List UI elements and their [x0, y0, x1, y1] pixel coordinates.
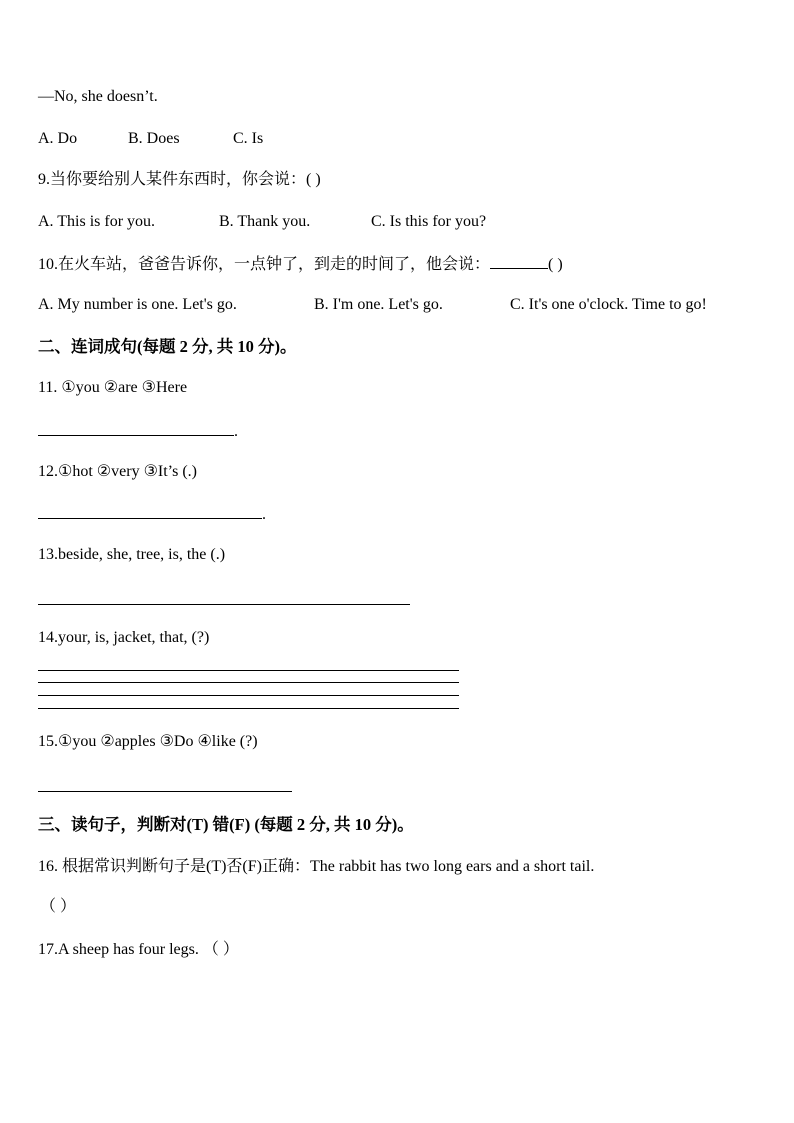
- question-11-answer-line[interactable]: [38, 421, 238, 442]
- option-c: C. Is this for you?: [371, 213, 487, 230]
- question-14: 14.your, is, jacket, that, (?): [38, 629, 210, 646]
- question-15-answer-line[interactable]: [38, 791, 292, 792]
- question-17: 17.A sheep has four legs. （ ）: [38, 941, 239, 958]
- question-10-text: 10.在火车站，爸爸告诉你，一点钟了，到走的时间了，他会说：: [38, 256, 491, 273]
- option-c: C. It's one o'clock. Time to go!: [510, 296, 707, 313]
- question-13-answer-line[interactable]: [38, 604, 410, 605]
- question-14-answer-line-4[interactable]: [38, 708, 459, 709]
- option-b: B. Thank you.: [219, 213, 311, 230]
- section-2-title: 二、连词成句(每题 2 分, 共 10 分)。: [38, 337, 297, 356]
- answer-blank[interactable]: [38, 504, 262, 519]
- option-b: B. I'm one. Let's go.: [314, 296, 443, 313]
- answer-parentheses: ( ): [548, 256, 563, 273]
- answer-blank[interactable]: [38, 421, 234, 436]
- question-13: 13.beside, she, tree, is, the (.): [38, 546, 226, 563]
- question-9-options: [38, 212, 486, 232]
- question-12-answer-line[interactable]: [38, 504, 266, 525]
- option-c: C. Is: [233, 130, 264, 147]
- question-12: 12.①hot ②very ③It’s (.): [38, 463, 198, 480]
- option-b: B. Does: [128, 130, 180, 147]
- question-9-stem: 9.当你要给别人某件东西时，你会说：( ): [38, 171, 321, 188]
- question-16: 16. 根据常识判断句子是(T)否(F)正确：The rabbit has two long ears and a short tail.: [38, 858, 595, 875]
- question-8-answer-line: —No, she doesn’t.: [38, 88, 158, 105]
- question-15: 15.①you ②apples ③Do ④like (?): [38, 733, 258, 750]
- option-a: A. My number is one. Let's go.: [38, 296, 237, 313]
- question-10-options: [38, 295, 707, 315]
- period: .: [262, 506, 266, 523]
- question-10-stem: [38, 254, 563, 275]
- question-11: 11. ①you ②are ③Here: [38, 379, 188, 396]
- question-16-answer-parentheses[interactable]: （ ）: [40, 898, 77, 915]
- question-8-options: [38, 129, 263, 149]
- answer-blank[interactable]: [490, 254, 548, 269]
- question-14-answer-line-1[interactable]: [38, 670, 459, 671]
- question-14-answer-line-3[interactable]: [38, 695, 459, 696]
- question-14-answer-line-2[interactable]: [38, 682, 459, 683]
- option-a: A. This is for you.: [38, 213, 156, 230]
- section-3-title: 三、读句子，判断对(T) 错(F) (每题 2 分, 共 10 分)。: [38, 815, 414, 834]
- period: .: [234, 423, 238, 440]
- option-a: A. Do: [38, 130, 78, 147]
